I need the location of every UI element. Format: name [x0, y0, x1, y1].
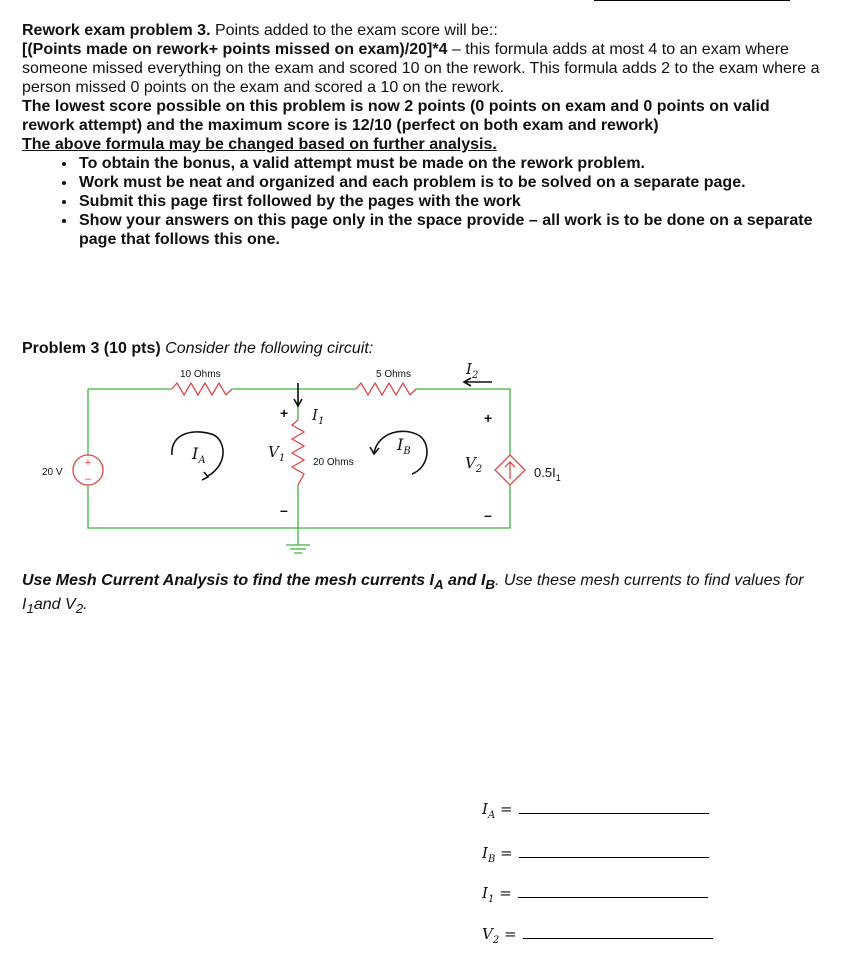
- top-rule: [594, 0, 790, 1]
- rule-item: • Show your answers on this page only in the space provide – all work is to be done on a separate page that follows this one.: [77, 211, 822, 249]
- task-math-ia: $I_A$: [429, 572, 444, 593]
- task-instructions: [22, 571, 822, 619]
- bottom-wire: [88, 485, 510, 528]
- v1-plus: +: [280, 405, 289, 421]
- current-i1-arrow-icon: [294, 383, 302, 406]
- i2-label: $I_2$: [466, 360, 479, 381]
- source-label: 20 V: [42, 467, 63, 478]
- instructions: [22, 21, 822, 249]
- task-math-ib: $I_B$: [480, 572, 496, 593]
- answer-i1: $I_1$ =: [482, 884, 708, 905]
- task-math-i1: $I_1$: [22, 596, 34, 617]
- r1-label: 10 Ohms: [180, 369, 221, 380]
- v2-label: $V_2$: [465, 454, 483, 475]
- formula-change-note: The above formula may be changed based on further analysis.: [22, 136, 497, 153]
- problem-title: Problem 3 (10 pts): [22, 340, 161, 357]
- resistor-10-ohm: [172, 383, 232, 395]
- v1-label: $V_1$: [268, 443, 286, 464]
- ground-icon: [286, 545, 310, 553]
- mesh-b-label: $I_B$: [397, 435, 411, 457]
- mesh-a-label: $I_A$: [192, 444, 206, 466]
- answer-blank[interactable]: [518, 897, 708, 898]
- intro-paragraph: [22, 21, 822, 135]
- i1-label: $I_1$: [312, 406, 325, 427]
- resistor-5-ohm: [356, 383, 416, 395]
- score-range: The lowest score possible on this problem is now 2 points (0 points on exam and 0 points on valid rework attempt) and the maximum score is 12/10 (perfect on both exam and rework): [22, 98, 770, 134]
- answer-blank[interactable]: [519, 813, 709, 814]
- source-plus: +: [84, 457, 92, 469]
- source-minus: –: [84, 473, 92, 485]
- formula: [(Points made on rework+ points missed on exam)/20]*4: [22, 41, 448, 58]
- resistor-20-ohm: [292, 420, 304, 485]
- v1-minus: –: [280, 502, 288, 518]
- rules-list: [22, 154, 822, 249]
- exam-title: Rework exam problem 3.: [22, 22, 211, 39]
- answer-v2: $V_2$ =: [482, 925, 713, 946]
- r3-label: 20 Ohms: [313, 457, 354, 468]
- rule-item: • Work must be neat and organized and each problem is to be solved on a separate page.: [77, 173, 822, 192]
- r2-label: 5 Ohms: [376, 369, 412, 380]
- formula-description: – this formula adds at most 4 to an exam where someone missed everything on the exam and scored 10 on the rework. This formula adds 2 to the exam where a person missed 0 points on the exam and scored a 10 on the rework.: [22, 41, 820, 96]
- answer-blank[interactable]: [523, 938, 713, 939]
- mesh-a-arrowhead-icon: [202, 472, 208, 480]
- task-and2: and: [33, 596, 66, 614]
- dep-source-label: $0.5I_1$: [534, 465, 561, 483]
- exam-subtitle: Points added to the exam score will be::: [210, 22, 498, 39]
- v2-minus: –: [484, 507, 492, 523]
- task-and1: and: [443, 572, 481, 589]
- circuit-wires: [88, 389, 510, 545]
- rule-item: • To obtain the bonus, a valid attempt must be made on the rework problem.: [77, 154, 822, 173]
- problem-prompt: Consider the following circuit:: [160, 340, 374, 357]
- circuit-diagram: [0, 355, 849, 560]
- answer-ib: $I_B$ =: [482, 844, 709, 865]
- task-end: .: [83, 596, 88, 614]
- task-math-v2: $V_2$: [65, 596, 84, 617]
- task-part2: . Use these mesh currents to find values for: [495, 572, 804, 589]
- answer-ia: $I_A$ =: [482, 800, 709, 821]
- rule-item: • Submit this page first followed by the pages with the work: [77, 192, 822, 211]
- v2-plus: +: [484, 410, 493, 426]
- task-part1: Use Mesh Current Analysis to find the mesh currents: [22, 572, 430, 589]
- answer-blank[interactable]: [519, 857, 709, 858]
- top-wire: [88, 389, 510, 455]
